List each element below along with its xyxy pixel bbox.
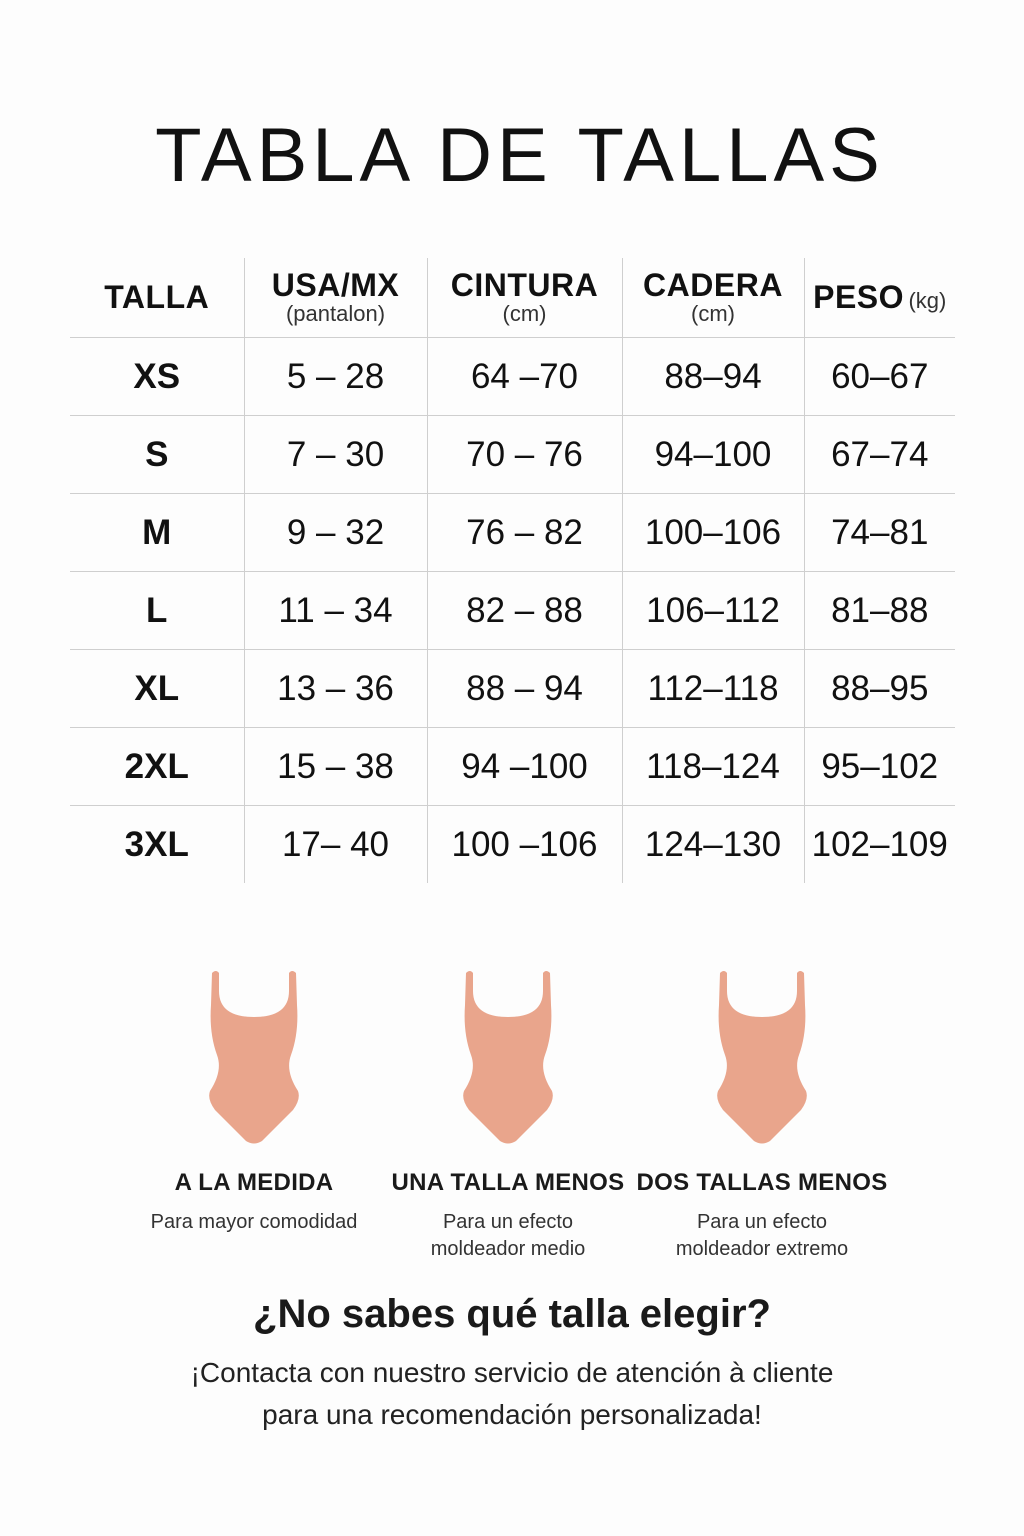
bodysuit-icon — [199, 965, 309, 1145]
fit-title: DOS TALLAS MENOS — [636, 1169, 888, 1196]
table-row — [70, 806, 955, 884]
bodysuit-icon — [707, 965, 817, 1145]
cell-usa-mx: 15 – 38 — [244, 728, 427, 806]
cell-peso: 74–81 — [804, 494, 955, 572]
cell-cadera: 106–112 — [622, 572, 804, 650]
cell-cadera: 88–94 — [622, 338, 804, 416]
bodysuit-icon — [453, 965, 563, 1145]
fit-item-una-talla-menos — [378, 965, 638, 1263]
table-row — [70, 416, 955, 494]
cell-cintura: 64 –70 — [427, 338, 622, 416]
cell-size: 2XL — [70, 728, 244, 806]
cell-size: 3XL — [70, 806, 244, 884]
table-row — [70, 728, 955, 806]
fit-item-dos-tallas-menos — [632, 965, 892, 1263]
fit-description: Para mayor comodidad — [150, 1211, 358, 1233]
header-cintura: CINTURA (cm) — [427, 258, 622, 338]
help-question: ¿No sabes qué talla elegir? — [253, 1292, 771, 1336]
cell-usa-mx: 5 – 28 — [244, 338, 427, 416]
cell-cintura: 94 –100 — [427, 728, 622, 806]
fit-title: A LA MEDIDA — [174, 1169, 334, 1196]
cell-cadera: 94–100 — [622, 416, 804, 494]
cell-size: L — [70, 572, 244, 650]
table-row — [70, 338, 955, 416]
cell-size: S — [70, 416, 244, 494]
contact-line: para una recomendación personalizada! — [262, 1399, 762, 1430]
header-cadera: CADERA (cm) — [622, 258, 804, 338]
cell-peso: 88–95 — [804, 650, 955, 728]
cell-usa-mx: 7 – 30 — [244, 416, 427, 494]
header-talla: TALLA — [104, 278, 210, 315]
cell-peso: 95–102 — [804, 728, 955, 806]
cell-usa-mx: 17– 40 — [244, 806, 427, 884]
cell-peso: 102–109 — [804, 806, 955, 884]
cell-cintura: 82 – 88 — [427, 572, 622, 650]
table-row — [70, 572, 955, 650]
cell-size: XL — [70, 650, 244, 728]
cell-cadera: 124–130 — [622, 806, 804, 884]
page-title: TABLA DE TALLAS — [155, 113, 885, 198]
header-peso: PESO (kg) — [804, 258, 955, 338]
fit-guide — [0, 965, 1024, 1265]
cell-usa-mx: 9 – 32 — [244, 494, 427, 572]
size-chart-table — [70, 258, 955, 883]
contact-message — [0, 1352, 1024, 1436]
fit-item-a-la-medida — [124, 965, 384, 1236]
table-row — [70, 494, 955, 572]
cell-size: XS — [70, 338, 244, 416]
fit-description: Para un efecto moldeador extremo — [675, 1211, 849, 1260]
cell-peso: 81–88 — [804, 572, 955, 650]
cell-peso: 60–67 — [804, 338, 955, 416]
fit-description: Para un efecto moldeador medio — [430, 1211, 586, 1260]
cell-cadera: 100–106 — [622, 494, 804, 572]
cell-cadera: 118–124 — [622, 728, 804, 806]
cell-cintura: 70 – 76 — [427, 416, 622, 494]
cell-usa-mx: 13 – 36 — [244, 650, 427, 728]
fit-title: UNA TALLA MENOS — [391, 1169, 625, 1196]
cell-cintura: 76 – 82 — [427, 494, 622, 572]
cell-usa-mx: 11 – 34 — [244, 572, 427, 650]
header-usa-mx: USA/MX (pantalon) — [244, 258, 427, 338]
cell-cintura: 100 –106 — [427, 806, 622, 884]
contact-line: ¡Contacta con nuestro servicio de atención à cliente — [190, 1357, 834, 1388]
cell-cadera: 112–118 — [622, 650, 804, 728]
cell-cintura: 88 – 94 — [427, 650, 622, 728]
table-row — [70, 650, 955, 728]
cell-size: M — [70, 494, 244, 572]
cell-peso: 67–74 — [804, 416, 955, 494]
table-header-row — [70, 258, 955, 338]
